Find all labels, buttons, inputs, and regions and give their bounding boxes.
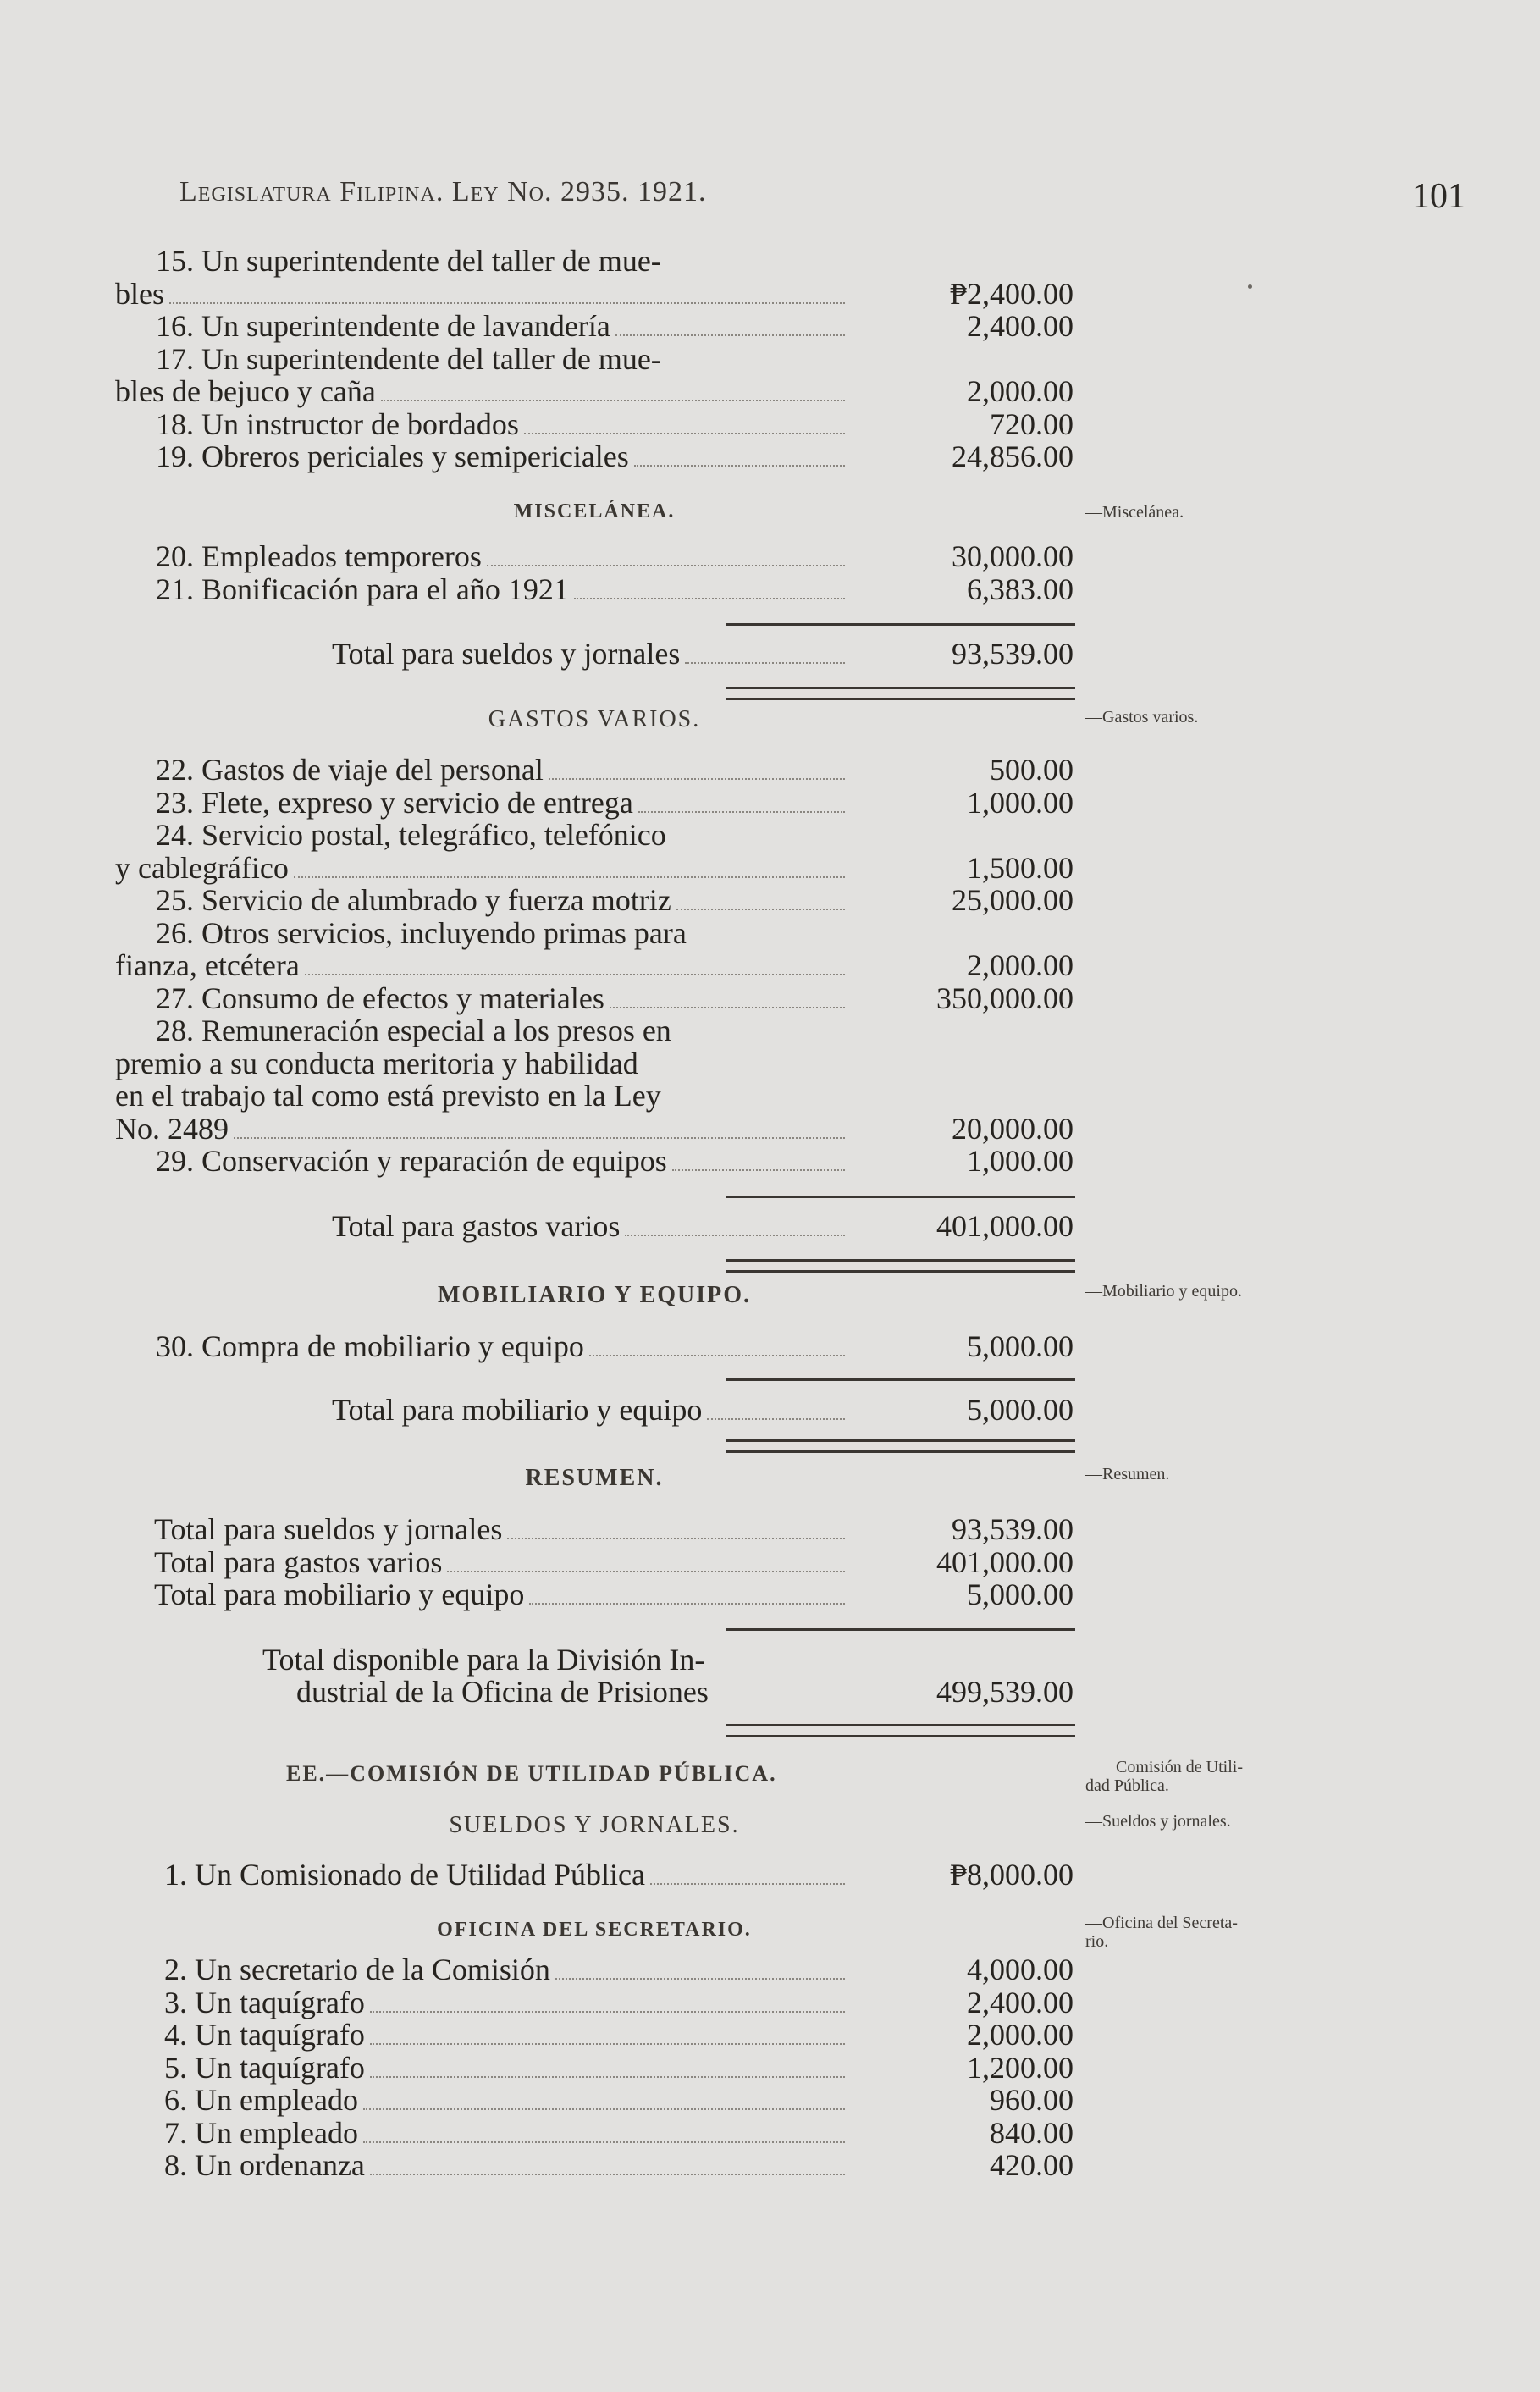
dot-leader bbox=[625, 1235, 845, 1236]
entry-text: 25. Servicio de alumbrado y fuerza motriz bbox=[156, 883, 671, 917]
dot-leader bbox=[615, 334, 845, 336]
entry-amount: 420.00 bbox=[990, 2148, 1074, 2182]
budget-entry bbox=[115, 883, 1074, 917]
budget-entry bbox=[115, 2018, 1074, 2052]
entry-amount: 2,000.00 bbox=[967, 948, 1074, 982]
budget-entry bbox=[115, 948, 1074, 982]
entry-amount: 960.00 bbox=[990, 2083, 1074, 2117]
dot-leader bbox=[574, 598, 845, 599]
budget-entry bbox=[115, 916, 1074, 950]
entry-text: 21. Bonificación para el año 1921 bbox=[156, 572, 569, 606]
section-heading: MOBILIARIO Y EQUIPO. bbox=[437, 1282, 752, 1308]
budget-entry bbox=[115, 1079, 1074, 1113]
budget-entry bbox=[115, 1112, 1074, 1146]
entry-amount: ₱2,400.00 bbox=[949, 276, 1074, 311]
dot-leader bbox=[305, 974, 845, 975]
margin-note: dad Pública. bbox=[1085, 1776, 1169, 1795]
margin-note: rio. bbox=[1085, 1932, 1109, 1951]
entry-amount: 20,000.00 bbox=[952, 1111, 1074, 1146]
budget-entry bbox=[115, 374, 1074, 408]
entry-text: 3. Un taquígrafo bbox=[164, 1985, 365, 2019]
budget-entry bbox=[115, 2083, 1074, 2117]
dot-leader bbox=[370, 2174, 845, 2175]
entry-text: fianza, etcétera bbox=[115, 948, 300, 982]
entry-text: premio a su conducta meritoria y habilidad bbox=[115, 1046, 638, 1080]
budget-entry bbox=[115, 572, 1074, 606]
dot-leader bbox=[447, 1571, 845, 1572]
entry-text: Total para mobiliario y equipo bbox=[154, 1577, 525, 1611]
entry-text: 20. Empleados temporeros bbox=[156, 539, 482, 573]
dot-leader bbox=[507, 1538, 845, 1539]
dot-leader bbox=[370, 2011, 845, 2013]
subtotal-rule bbox=[726, 1196, 1075, 1198]
entry-amount: 4,000.00 bbox=[967, 1953, 1074, 1986]
entry-amount: ₱8,000.00 bbox=[949, 1858, 1074, 1892]
budget-entry bbox=[115, 1986, 1074, 2019]
entry-amount: 840.00 bbox=[990, 2115, 1074, 2150]
budget-entry bbox=[115, 1953, 1074, 1986]
dot-leader bbox=[370, 2076, 845, 2078]
budget-entry bbox=[115, 1047, 1074, 1080]
page-number: 101 bbox=[1412, 177, 1465, 216]
dot-leader bbox=[555, 1978, 845, 1980]
budget-entry bbox=[115, 1329, 1074, 1363]
entry-amount: 499,539.00 bbox=[936, 1675, 1074, 1709]
dot-leader bbox=[363, 2108, 845, 2110]
margin-note: —Resumen. bbox=[1085, 1465, 1170, 1483]
entry-text: bles bbox=[115, 276, 164, 311]
subtotal-rule bbox=[726, 1628, 1075, 1631]
entry-amount: 350,000.00 bbox=[936, 981, 1074, 1015]
entry-text: Total para gastos varios bbox=[332, 1209, 621, 1243]
dot-leader bbox=[589, 1355, 845, 1356]
entry-text: 7. Un empleado bbox=[164, 2115, 358, 2150]
entry-text: 16. Un superintendente de lavandería bbox=[156, 309, 610, 343]
entry-text: 2. Un secretario de la Comisión bbox=[164, 1953, 550, 1986]
entry-text: 29. Conservación y reparación de equipos bbox=[156, 1144, 667, 1178]
entry-text: 24. Servicio postal, telegráfico, telefónico bbox=[156, 818, 666, 852]
summary-entry bbox=[115, 1577, 1074, 1611]
budget-entry bbox=[115, 539, 1074, 573]
entry-text: 5. Un taquígrafo bbox=[164, 2050, 365, 2085]
budget-entry bbox=[115, 2116, 1074, 2150]
entry-text: 23. Flete, expreso y servicio de entrega bbox=[156, 785, 633, 820]
budget-entry bbox=[115, 786, 1074, 820]
dot-leader bbox=[634, 465, 845, 467]
dot-leader bbox=[672, 1169, 845, 1171]
budget-entry bbox=[115, 342, 1074, 376]
entry-amount: 401,000.00 bbox=[936, 1209, 1074, 1243]
summary-entry bbox=[115, 1512, 1074, 1546]
entry-text: Total disponible para la División In- bbox=[262, 1643, 705, 1677]
grand-total-line bbox=[115, 1675, 1074, 1709]
entry-amount: 30,000.00 bbox=[952, 539, 1074, 573]
entry-amount: 93,539.00 bbox=[952, 637, 1074, 671]
entry-amount: 5,000.00 bbox=[967, 1393, 1074, 1427]
subtotal-line bbox=[115, 637, 1074, 671]
entry-text: en el trabajo tal como está previsto en la Ley bbox=[115, 1079, 661, 1113]
entry-amount: 5,000.00 bbox=[967, 1577, 1074, 1611]
entry-text: 15. Un superintendente del taller de mue- bbox=[156, 244, 661, 278]
entry-text: 19. Obreros periciales y semipericiales bbox=[156, 439, 629, 473]
margin-note: —Oficina del Secreta- bbox=[1085, 1914, 1238, 1932]
dot-leader bbox=[524, 433, 845, 434]
section-heading: OFICINA DEL SECRETARIO. bbox=[437, 1919, 752, 1941]
budget-entry bbox=[115, 1858, 1074, 1892]
entry-amount: 2,400.00 bbox=[967, 1985, 1074, 2019]
section-heading: GASTOS VARIOS. bbox=[488, 706, 701, 732]
entry-text: Total para sueldos y jornales bbox=[154, 1512, 503, 1546]
budget-entry bbox=[115, 439, 1074, 473]
dot-leader bbox=[529, 1603, 845, 1605]
entry-amount: 401,000.00 bbox=[936, 1544, 1074, 1579]
paper-speck bbox=[1248, 284, 1252, 289]
entry-text: 27. Consumo de efectos y materiales bbox=[156, 981, 604, 1015]
subtotal-rule bbox=[726, 1378, 1075, 1381]
subtotal-line bbox=[115, 1393, 1074, 1427]
dot-leader bbox=[294, 876, 845, 878]
entry-text: 18. Un instructor de bordados bbox=[156, 406, 519, 441]
budget-entry bbox=[115, 309, 1074, 343]
margin-note: Comisión de Utili- bbox=[1116, 1758, 1243, 1776]
entry-amount: 2,400.00 bbox=[967, 309, 1074, 343]
budget-entry bbox=[115, 1014, 1074, 1047]
margin-note: —Gastos varios. bbox=[1085, 708, 1199, 726]
budget-entry bbox=[115, 818, 1074, 852]
entry-text: 8. Un ordenanza bbox=[164, 2148, 365, 2182]
summary-entry bbox=[115, 1545, 1074, 1579]
entry-amount: 5,000.00 bbox=[967, 1329, 1074, 1363]
budget-entry bbox=[115, 277, 1074, 311]
dot-leader bbox=[363, 2141, 845, 2143]
entry-amount: 720.00 bbox=[990, 406, 1074, 441]
entry-text: Total para gastos varios bbox=[154, 1544, 443, 1579]
margin-note: —Mobiliario y equipo. bbox=[1085, 1282, 1242, 1301]
entry-text: 28. Remuneración especial a los presos en bbox=[156, 1014, 671, 1047]
entry-amount: 6,383.00 bbox=[967, 572, 1074, 606]
entry-text: 1. Un Comisionado de Utilidad Pública bbox=[164, 1858, 645, 1892]
entry-text: Total para sueldos y jornales bbox=[332, 637, 681, 671]
section-heading: MISCELÁNEA. bbox=[513, 500, 676, 522]
grand-total-line bbox=[115, 1643, 1074, 1677]
entry-amount: 500.00 bbox=[990, 753, 1074, 787]
margin-note: —Miscelánea. bbox=[1085, 503, 1184, 522]
double-rule bbox=[726, 1439, 1075, 1453]
entry-amount: 1,500.00 bbox=[967, 850, 1074, 885]
dot-leader bbox=[487, 565, 845, 566]
entry-text: bles de bejuco y caña bbox=[115, 374, 376, 408]
dot-leader bbox=[234, 1137, 845, 1139]
entry-amount: 1,000.00 bbox=[967, 1144, 1074, 1178]
entry-amount: 24,856.00 bbox=[952, 439, 1074, 473]
dot-leader bbox=[676, 909, 845, 910]
double-rule bbox=[726, 1259, 1075, 1273]
budget-entry bbox=[115, 2051, 1074, 2085]
entry-text: y cablegráfico bbox=[115, 850, 289, 885]
budget-entry bbox=[115, 244, 1074, 278]
entry-text: No. 2489 bbox=[115, 1111, 229, 1146]
budget-entry bbox=[115, 981, 1074, 1015]
dot-leader bbox=[610, 1007, 845, 1008]
budget-entry bbox=[115, 2148, 1074, 2182]
budget-entry bbox=[115, 407, 1074, 441]
dot-leader bbox=[381, 400, 845, 401]
double-rule bbox=[726, 687, 1075, 700]
dot-leader bbox=[549, 778, 845, 780]
entry-text: 22. Gastos de viaje del personal bbox=[156, 753, 544, 787]
dot-leader bbox=[707, 1418, 845, 1420]
entry-amount: 1,000.00 bbox=[967, 785, 1074, 820]
entry-text: dustrial de la Oficina de Prisiones bbox=[296, 1675, 709, 1709]
entry-amount: 2,000.00 bbox=[967, 2018, 1074, 2052]
dot-leader bbox=[638, 811, 845, 813]
subtotal-line bbox=[115, 1209, 1074, 1243]
entry-amount: 1,200.00 bbox=[967, 2050, 1074, 2085]
entry-text: 26. Otros servicios, incluyendo primas para bbox=[156, 915, 687, 950]
subtotal-rule bbox=[726, 623, 1075, 626]
entry-text: Total para mobiliario y equipo bbox=[332, 1393, 703, 1427]
section-heading: RESUMEN. bbox=[525, 1465, 664, 1491]
running-head: Legislatura Filipina. Ley No. 2935. 1921. bbox=[179, 176, 707, 207]
double-rule bbox=[726, 1724, 1075, 1737]
dot-leader bbox=[685, 662, 845, 664]
budget-entry bbox=[115, 753, 1074, 787]
entry-text: 4. Un taquígrafo bbox=[164, 2018, 365, 2052]
margin-note: —Sueldos y jornales. bbox=[1085, 1812, 1231, 1831]
section-heading: SUELDOS Y JORNALES. bbox=[449, 1812, 740, 1838]
entry-text: 17. Un superintendente del taller de mue- bbox=[156, 341, 661, 376]
entry-text: 30. Compra de mobiliario y equipo bbox=[156, 1329, 584, 1363]
dot-leader bbox=[169, 302, 845, 304]
budget-entry bbox=[115, 1144, 1074, 1178]
entry-amount: 93,539.00 bbox=[952, 1512, 1074, 1546]
entry-amount: 2,000.00 bbox=[967, 374, 1074, 408]
budget-entry bbox=[115, 851, 1074, 885]
entry-text: 6. Un empleado bbox=[164, 2083, 358, 2117]
agency-heading: EE.—COMISIÓN DE UTILIDAD PÚBLICA. bbox=[286, 1761, 777, 1786]
dot-leader bbox=[650, 1883, 845, 1885]
dot-leader bbox=[370, 2043, 845, 2045]
entry-amount: 25,000.00 bbox=[952, 883, 1074, 917]
